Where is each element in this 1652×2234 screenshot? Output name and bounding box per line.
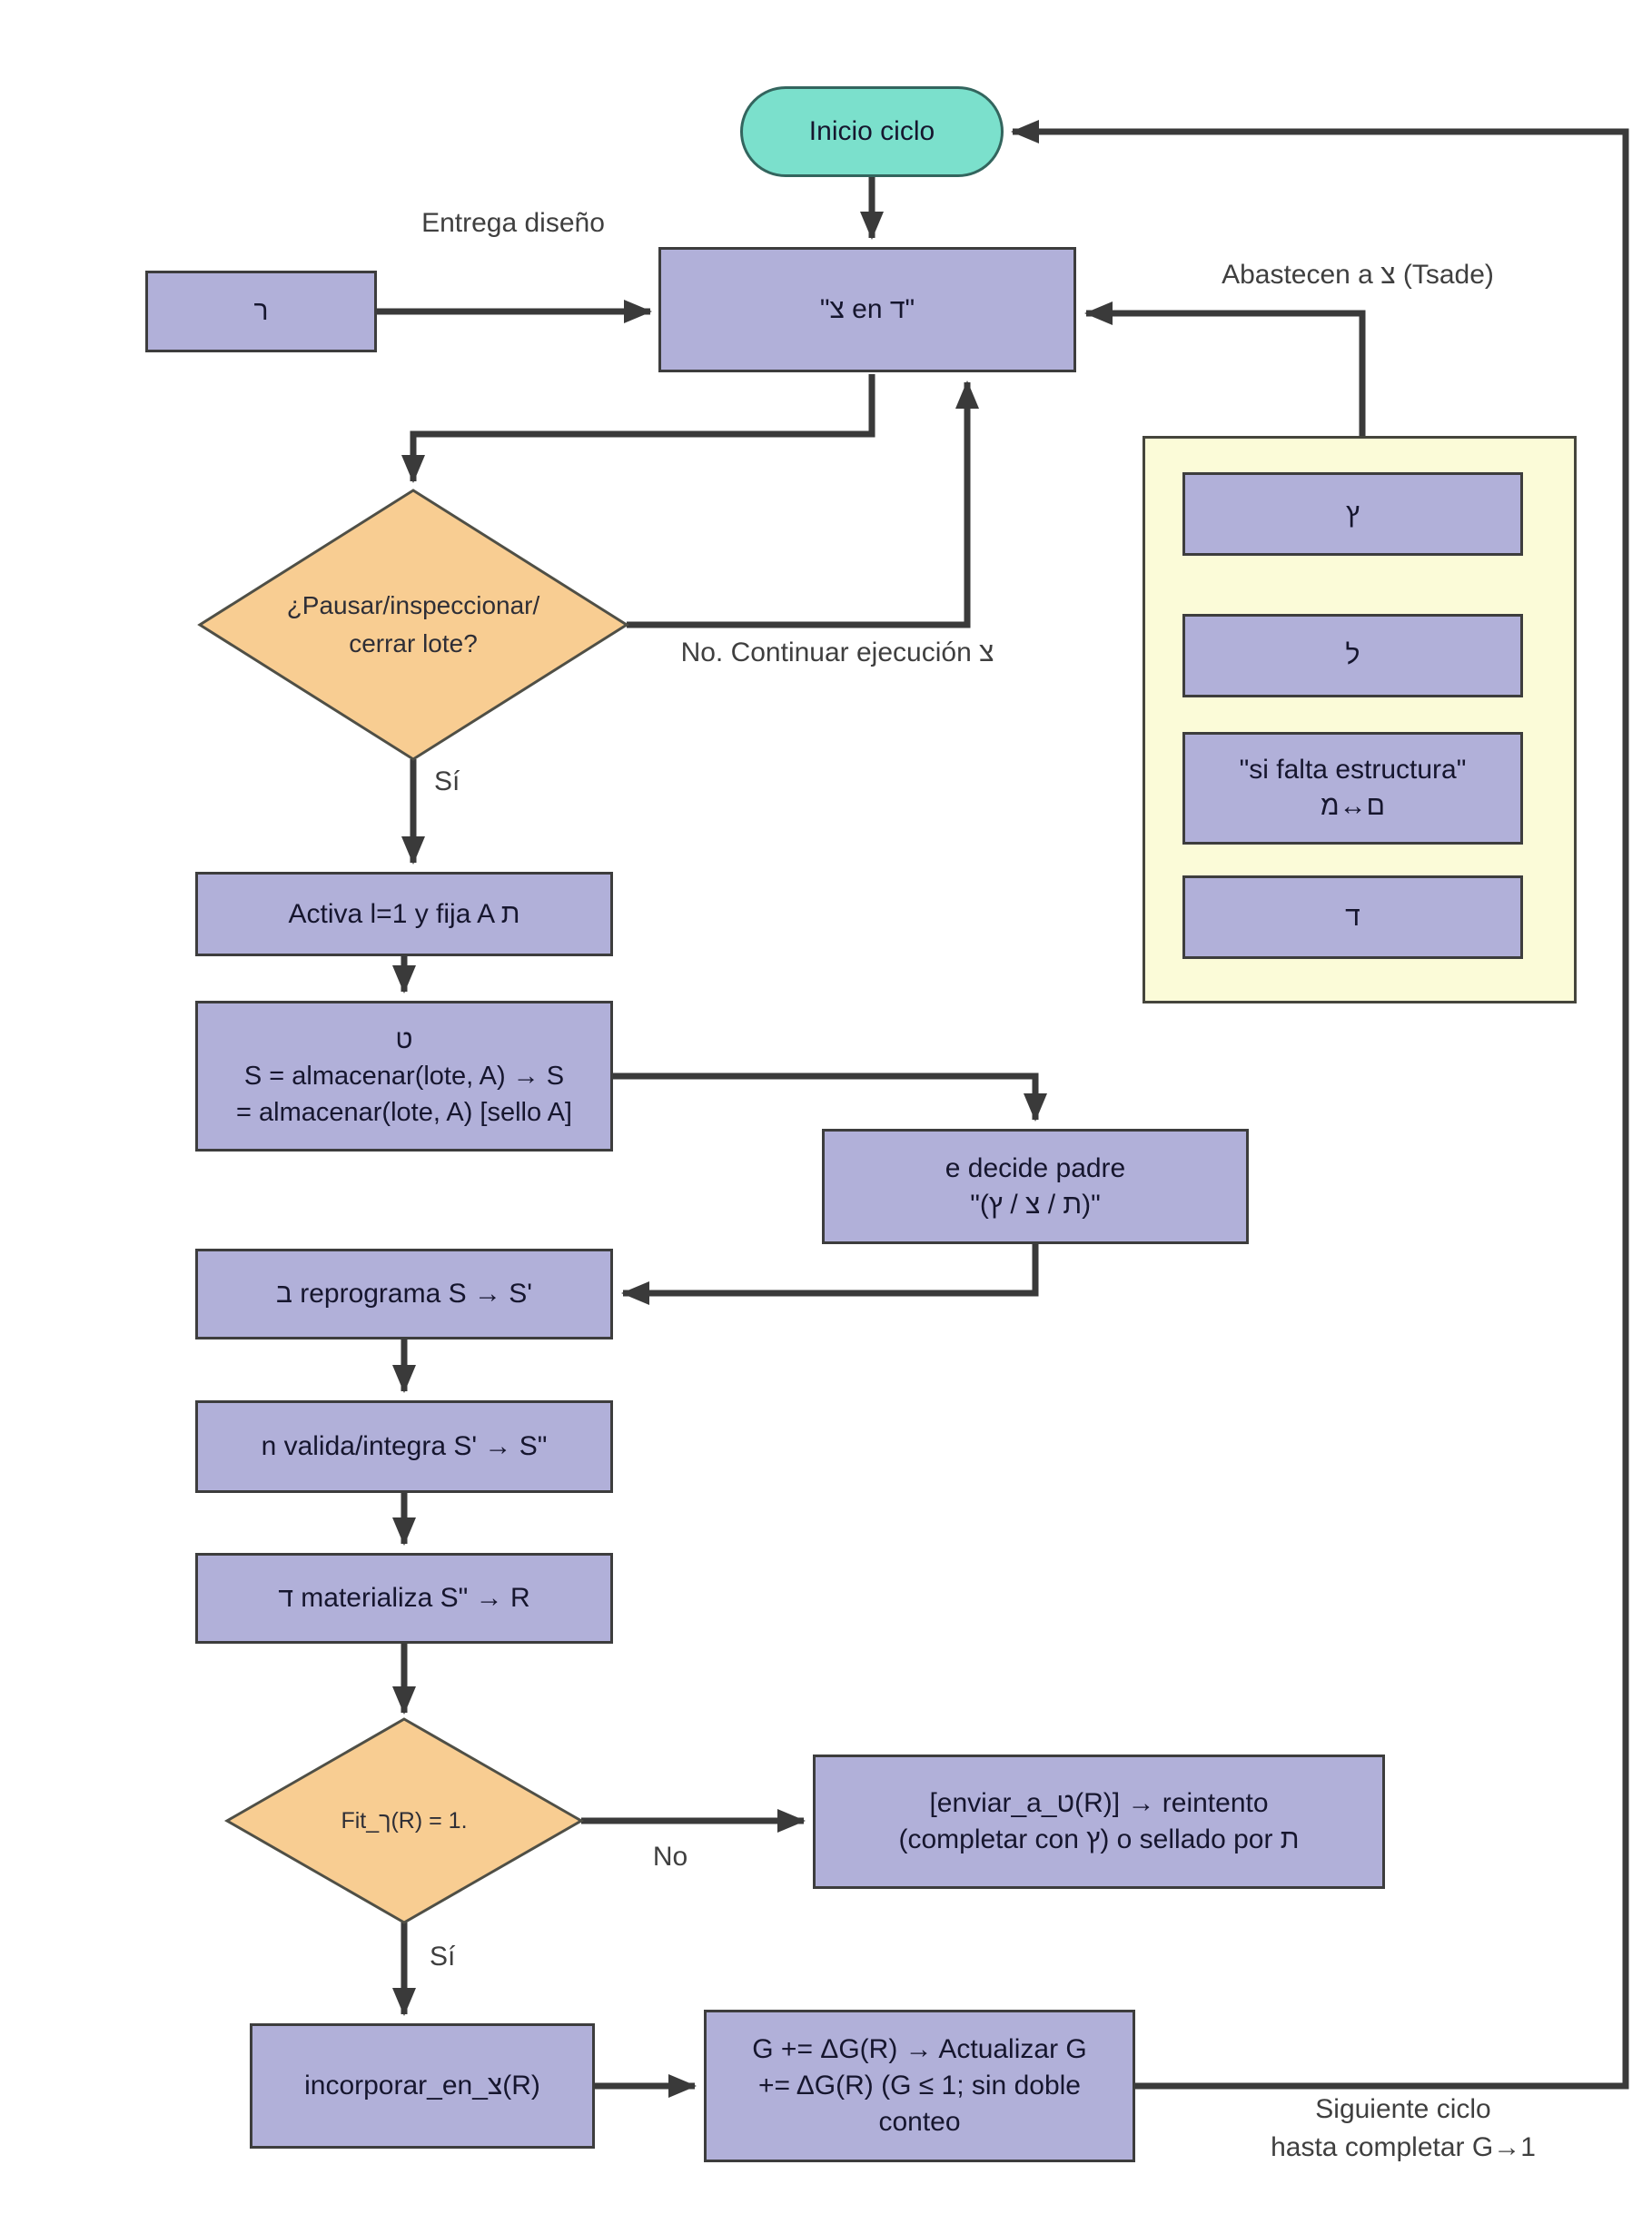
edge-almacenar-to-decide: [613, 1076, 1035, 1120]
node-materializa-label: ד materializa S" → R: [278, 1583, 530, 1613]
edge-label-no-continuar: [610, 634, 1064, 672]
node-incorporar-label: incorporar_en_צ(R): [304, 2071, 540, 2101]
node-centro: [658, 247, 1076, 372]
edge-label-siguiente-line1: Siguiente ciclo: [1315, 2094, 1491, 2124]
panel-item-tsade-final-label: ץ: [1345, 499, 1360, 529]
node-actualizar-line3: conteo: [878, 2107, 961, 2137]
node-valida-label: n valida/integra S' → S": [261, 1431, 548, 1461]
edge-centro-to-pausar: [413, 374, 872, 481]
edge-label-entrega-text: Entrega diseño: [421, 208, 605, 238]
edge-decide-to-reprograma: [623, 1244, 1035, 1293]
panel-item-tsade-final: [1182, 472, 1523, 556]
node-almacenar-line1: ט: [395, 1025, 413, 1054]
node-decide-line1: e decide padre: [945, 1152, 1126, 1183]
panel-item-dalet: [1182, 875, 1523, 959]
node-almacenar-line2: S = almacenar(lote, A) → S: [243, 1062, 565, 1091]
node-reprograma-label: ב reprograma S → S': [275, 1279, 533, 1309]
decision-pausar-text: [232, 586, 595, 664]
panel-item-estructura: [1182, 732, 1523, 845]
edge-label-abastecen-text: Abastecen a צ (Tsade): [1222, 260, 1494, 290]
node-enviar-line2: (completar con ץ) o sellado por ת: [898, 1824, 1300, 1854]
node-almacenar-line3: = almacenar(lote, A) [sello A]: [236, 1098, 572, 1127]
node-decide-line2: "(ץ / צ / ת)": [970, 1189, 1101, 1220]
node-enviar-reintento: [813, 1755, 1385, 1889]
panel-item-dalet-label: ד: [1345, 902, 1360, 932]
edge-label-no-continuar-text: No. Continuar ejecución צ: [680, 638, 994, 667]
edge-label-no-2-text: No: [652, 1842, 688, 1872]
node-reprograma: [195, 1249, 613, 1339]
edge-label-no-2: [634, 1838, 707, 1876]
node-decide-padre: [822, 1129, 1249, 1244]
edge-label-siguiente-line2: hasta completar G→1: [1271, 2132, 1536, 2162]
node-enviar-line1: [enviar_a_ט(R)] → reintento: [929, 1788, 1269, 1818]
edge-label-si-1-text: Sí: [434, 766, 460, 796]
panel-item-lamed-label: ל: [1345, 640, 1360, 670]
decision-fit-label: Fit_ך(R) = 1.: [341, 1808, 468, 1834]
node-almacenar: [195, 1001, 613, 1152]
node-proveedor-label: ר: [253, 296, 269, 326]
node-centro-label: "צ en ד": [819, 294, 915, 324]
decision-pausar-line1: ¿Pausar/inspeccionar/: [286, 591, 540, 619]
edge-pausar-no-to-centro: [627, 382, 967, 625]
node-inicio-ciclo-label: Inicio ciclo: [808, 116, 935, 146]
decision-fit-text: [277, 1803, 531, 1839]
panel-item-estructura-line1: "si falta estructura": [1239, 755, 1467, 785]
edge-panel-to-centro: [1086, 313, 1362, 438]
node-inicio-ciclo: [740, 86, 1004, 177]
node-activa-label: Activa l=1 y fija A ת: [288, 898, 520, 929]
decision-pausar-line2: cerrar lote?: [349, 629, 478, 657]
node-actualizar-line2: += ΔG(R) (G ≤ 1; sin doble: [758, 2071, 1081, 2101]
panel-item-lamed: [1182, 614, 1523, 697]
edge-label-si-2-text: Sí: [430, 1942, 456, 1972]
edge-label-entrega: [413, 204, 613, 242]
node-proveedor: [145, 271, 377, 352]
node-valida: [195, 1400, 613, 1493]
node-actualizar-line1: G += ΔG(R) → Actualizar G: [752, 2034, 1087, 2064]
edge-label-si-2: [430, 1938, 493, 1976]
edge-label-siguiente: [1199, 2091, 1607, 2167]
panel-item-estructura-line2: מ↔ם: [1321, 791, 1385, 821]
edge-label-abastecen: [1131, 256, 1585, 294]
edge-label-si-1: [434, 763, 498, 801]
node-activa: [195, 872, 613, 956]
node-incorporar: [250, 2023, 595, 2149]
node-actualizar-g: [704, 2010, 1135, 2162]
node-materializa: [195, 1553, 613, 1644]
